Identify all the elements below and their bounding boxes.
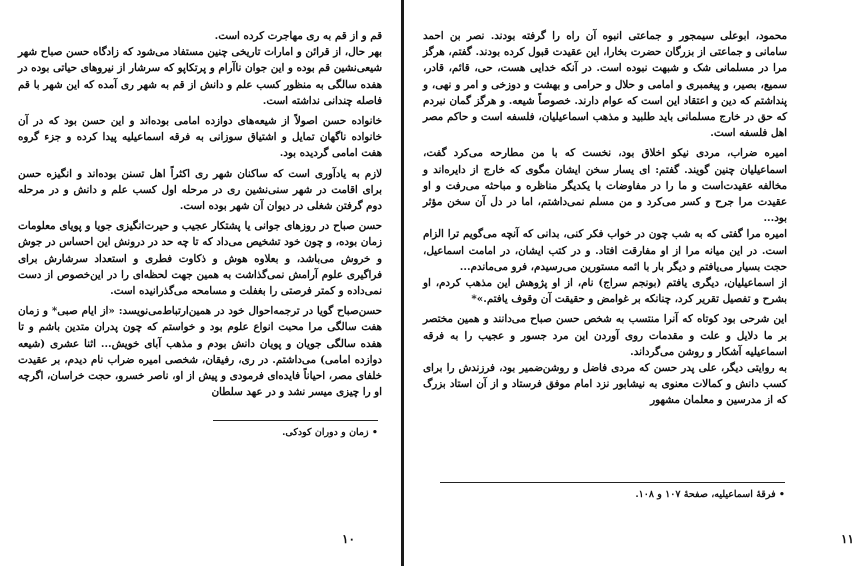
right-footnote: • فرقهٔ اسماعیلیه، صفحهٔ ۱۰۷ و ۱۰۸. — [635, 489, 785, 500]
left-paragraph-1: قم و از قم به ری مهاجرت کرده است. — [214, 30, 382, 42]
right-footnote-rule — [440, 482, 785, 483]
left-paragraph-2: بهر حال، از قرائن و امارات تاریخی چنین مستفاد می‌شود که زادگاه حسن صباح شهر شیعی‌نشین قم بوده و این جوان ناآرام و پرتکاپو که سرشار از نیروهای حیاتی بوده در هفده سالگی به منظور کسب علم و دانش از قم به شهر ری آمده که این شهر با قم فاصله چندانی نداشته است. — [18, 46, 382, 107]
left-paragraph-5: حسن صباح در روزهای جوانی یا پشتکار عجیب و حیرت‌انگیزی جویا و پویای معلومات زمان بوده، و چون خود تشخیص می‌داد که تا چه حد در درونش این احساس در جوش و خروش می‌باشد، و بعلاوه هوش و ذکاوت فطری و استعداد سرشارش برای فراگیری علوم آرامش نمی‌گذاشت به همین جهت لحظه‌ای را در این‌خصوص از دست نمی‌داده و کمتر فرصتی را بغفلت و مسامحه می‌گذرانیده است. — [18, 220, 382, 298]
book-gutter — [401, 0, 404, 566]
right-paragraph-1: محمود، ابوعلی سیمجور و جماعتی انبوه آن راه را گرفته بودند. نصر بن احمد سامانی و جماعتی از بزرگان حضرت بخارا، این عقیدت قبول کرده بودند. گفتم، هرگز مرا در مسلمانی شک و شبهت نبوده است. در آنکه خدایی هست، حی، قائم، قادر، سمیع، بصیر، و پیغمبری و امامی و حلال و حرامی و بهشت و دوزخی و امر و نهی، و پنداشتم که دین و اعتقاد این است که عوام دارند. خصوصاً شیعه. و هرگز گمان نبردم که حق در خارج مسلمانی باید طلبید و مذهب اسماعیلیان، فلسفه است و حاکم مصر اهل فلسفه است. — [423, 30, 787, 140]
left-paragraph-4: لازم به یادآوری است که ساکنان شهر ری اکثراً اهل تسنن بوده‌اند و انگیزه حسن برای اقامت در شهر سنی‌نشین ری در مرحله اول کسب علم و دانش و در مرحله دوم گرفتن شغلی در دیوان آن شهر بوده است. — [18, 167, 382, 213]
right-paragraph-4: از اسماعیلیان، دیگری یافتم (بونجم سراج) نام، از او پژوهش این مذهب کردم، او بشرح و تفصیل تقریر کرد، چنانکه بر غوامض و حقیقت آن وقوف یافتم.»* — [423, 277, 787, 306]
right-page — [405, 0, 854, 566]
left-footnote: • زمان و دوران کودکی. — [282, 427, 378, 438]
left-page — [0, 0, 400, 566]
right-paragraph-6: به روایتی دیگر، علی پدر حسن که مردی فاضل و روشن‌ضمیر بود، فرزندش را برای کسب دانش و کمالات معنوی به نیشابور نزد امام موفق فرستاد و از آن استاد بزرگ که از مدرسین و معلمان مشهور — [423, 362, 787, 407]
right-paragraph-2: امیره ضراب، مردی نیکو اخلاق بود، نخست که با من مطارحه می‌کرد گفت، اسماعیلیان چنین گویند. گفتم: ای یسار سخن ایشان مگوی که خارج از دایره‌اند و مخالفه عقیدت‌است و ما را در مفاوضات با یکدیگر مناظره و مباحثه می‌رفت و او عقیدت مرا جرح و کسر می‌کرد و من مسلم نمی‌داشتم، اما در دل آن سخن مؤثر بود... — [423, 147, 787, 225]
right-paragraph-3: امیره مرا گفتی که به شب چون در خواب فکر کنی، بدانی که آنچه می‌گویم ترا الزام است. در این میانه مرا از او مفارقت افتاد. و در کتب ایشان، در امامت اسماعیل، حجت بسیار می‌یافتم و دیگر بار با ائمه مستورین می‌رسیدم، فرو می‌ماندم... — [423, 228, 787, 273]
left-paragraph-3: خانواده حسن اصولاً از شیعه‌های دوازده امامی بوده‌اند و این حسن بود که در آن خانواده ناگهان تمایل و اشتیاق سوزانی به فرقه اسماعیلیه پیدا کرده و جزء گروه هفت امامی گردیده بود. — [18, 115, 382, 160]
right-page-number: ۱۱ — [841, 532, 854, 546]
right-paragraph-5: این شرحی بود کوتاه که آنرا منتسب به شخص حسن صباح می‌دانند و همین مختصر بر ما دلایل و علت و مقدمات روی آوردن این مرد جسور و عجیب را به فرقه اسماعیلیه آشکار و روشن می‌گرداند. — [423, 313, 787, 358]
left-footnote-rule — [213, 420, 378, 421]
left-paragraph-6: حسن‌صباح گویا در ترجمه‌احوال خود در همین‌ارتباط‌می‌نویسد: «از ایام صبی* و زمان هفت سالگی مرا محبت انواع علوم بود و خواستم که چون پدران متدین باشم و تا هفده سالگی جویان و پویان دانش بودم و مذهب آبای خویش... اثنا عشری (شیعه دوازده امامی) می‌داشتم. در ری، رفیقان، شخصی امیره ضراب نام دیدم، بر عقیدت خلفای مصر، احیاناً فایده‌ای فرمودی و پیش از او، ناصر خسرو، حجت خراسان، اگرچه او را چیزی میسر نشد و در عهد سلطان — [18, 305, 382, 399]
left-page-number: ۱۰ — [342, 532, 355, 546]
